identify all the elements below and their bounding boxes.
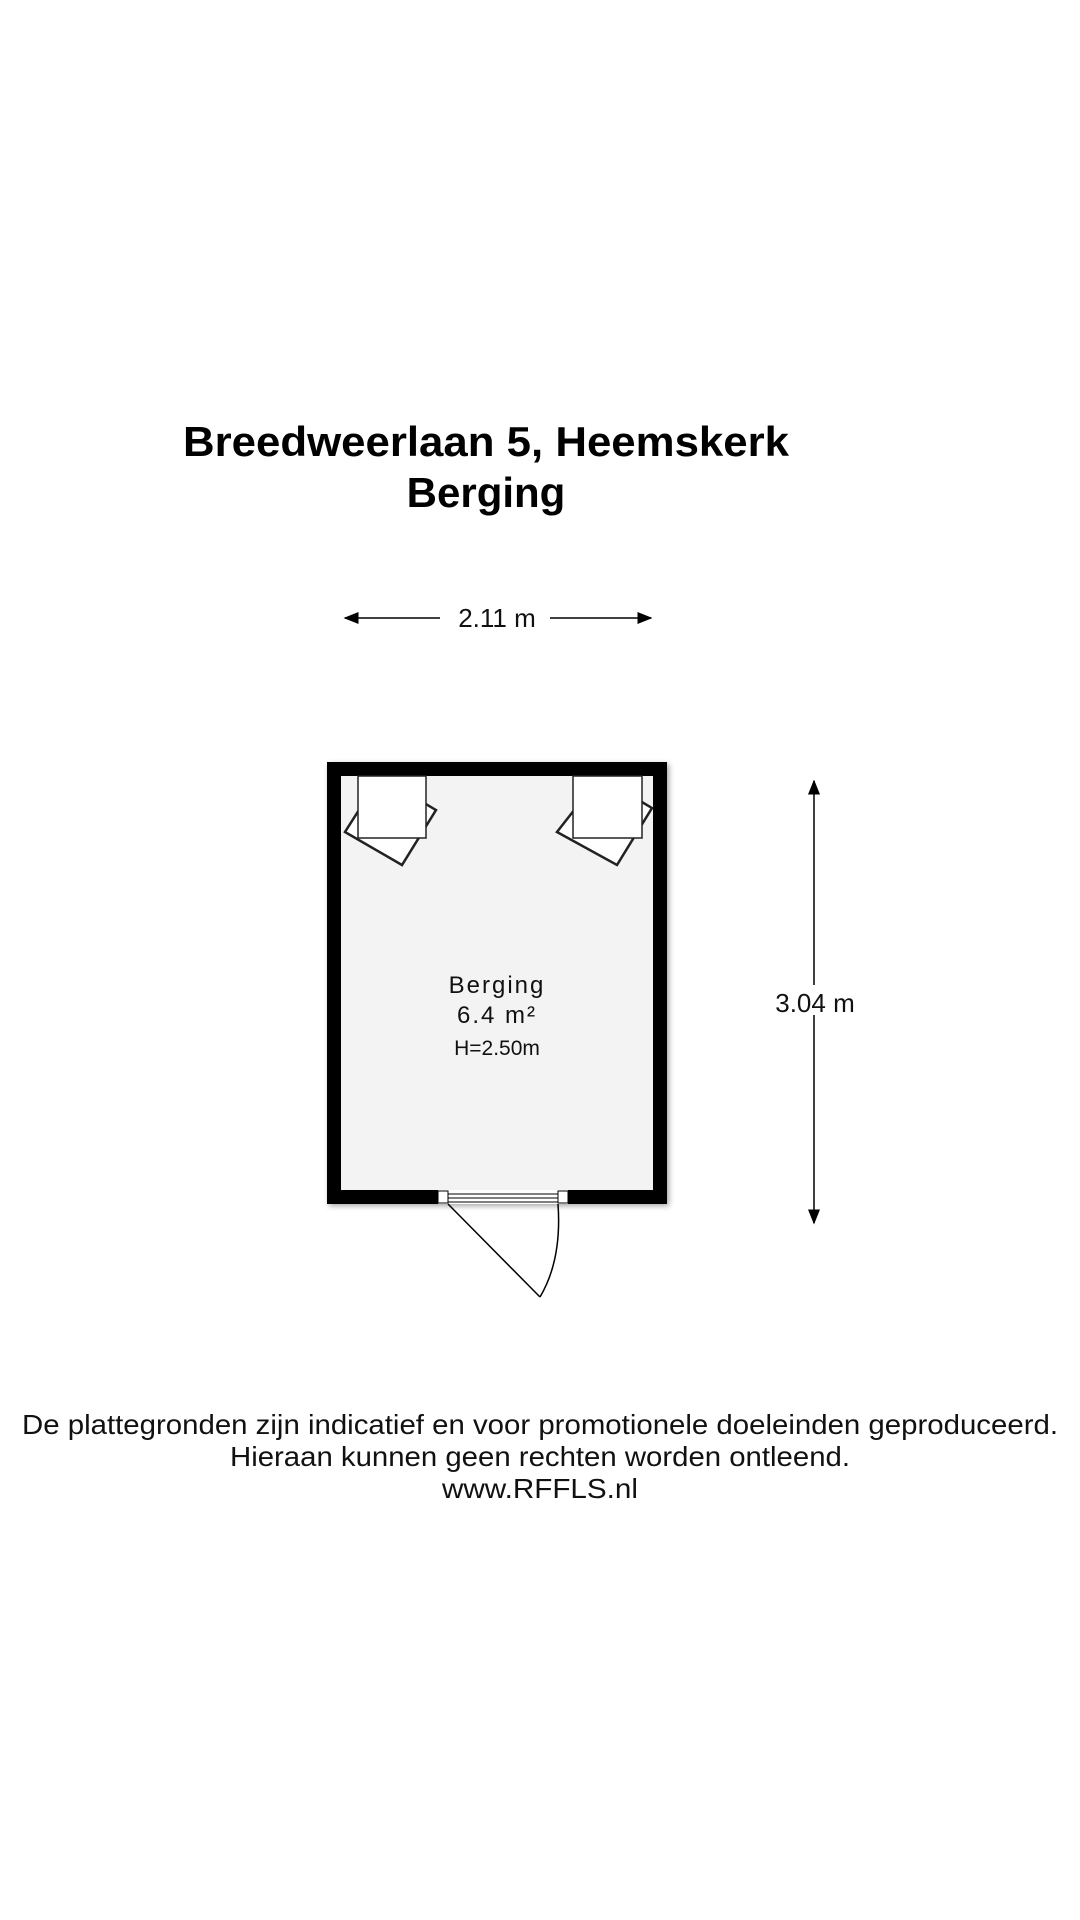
disclaimer-line-2: Hieraan kunnen geen rechten worden ontleend. bbox=[230, 1441, 850, 1472]
depth-dimension bbox=[770, 781, 860, 1223]
room-name: Berging bbox=[448, 972, 546, 999]
floor-title: Berging bbox=[406, 469, 566, 516]
depth-label: 3.04 m bbox=[775, 988, 855, 1018]
door-swing-arc bbox=[540, 1204, 559, 1297]
width-label: 2.11 m bbox=[458, 603, 536, 633]
width-dimension bbox=[345, 603, 651, 633]
address-title: Breedweerlaan 5, Heemskerk bbox=[183, 418, 790, 465]
room-area: 6.4 m² bbox=[456, 1002, 538, 1029]
room-height: H=2.50m bbox=[454, 1037, 540, 1060]
website-link[interactable]: www.RFFLS.nl bbox=[440, 1473, 638, 1504]
disclaimer-line-1: De plattegronden zijn indicatief en voor promotionele doeleinden geproduceerd. bbox=[22, 1409, 1058, 1440]
room-berging bbox=[327, 762, 669, 1297]
door-leaf bbox=[448, 1204, 540, 1297]
door bbox=[438, 1190, 568, 1297]
